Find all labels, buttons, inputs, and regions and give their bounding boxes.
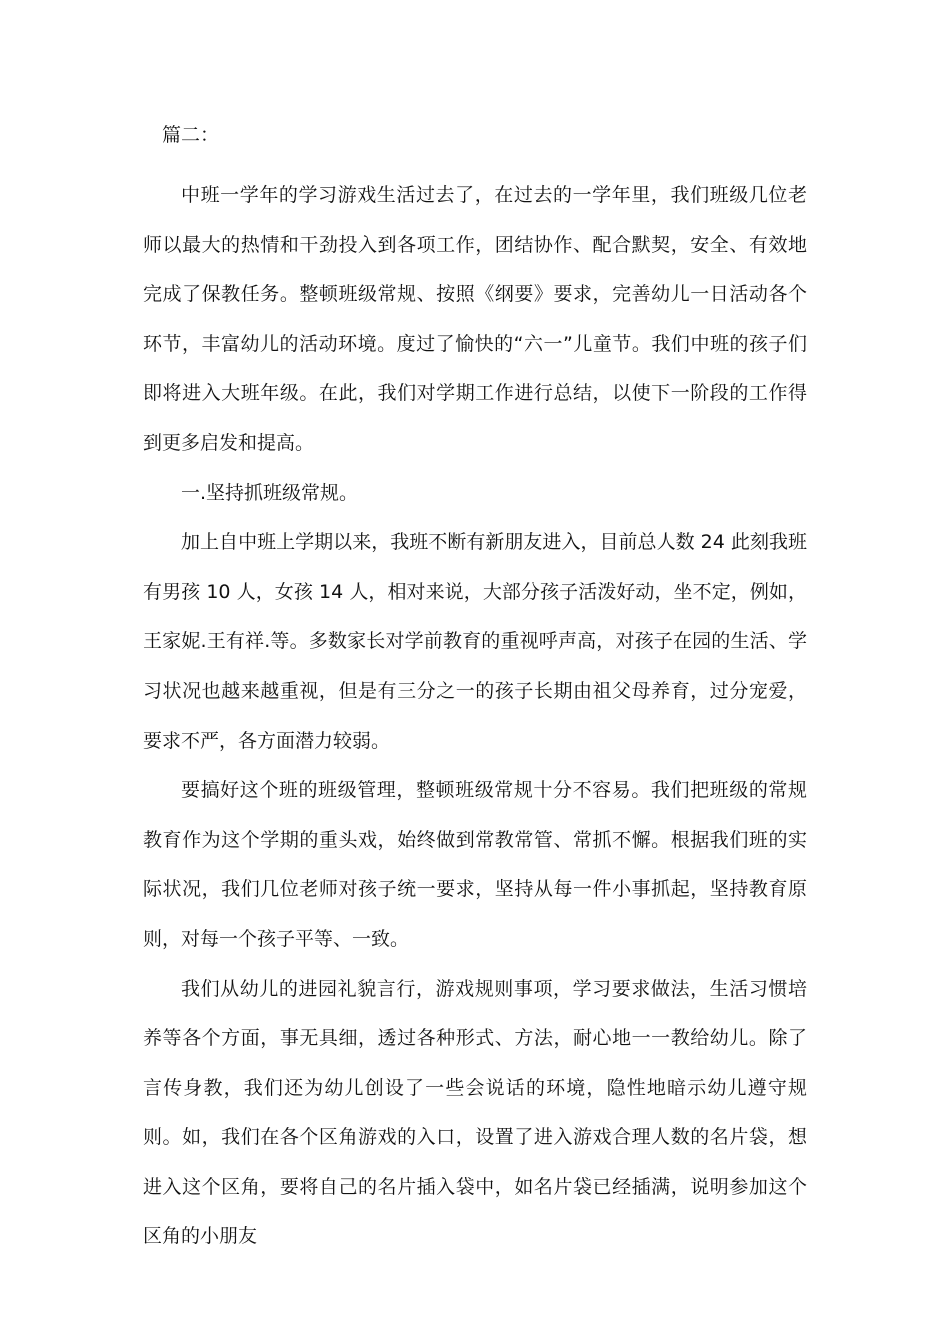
paragraph-class-status: 加上自中班上学期以来，我班不断有新朋友进入，目前总人数 24 此刻我班有男孩 10 人，女孩 14 人，相对来说，大部分孩子活泼好动，坐不定，例如，王家妮.王有祥.等。多数家长对学前教育的重视呼声高，对孩子在园的生活、学习状况也越来越重视，但是有三分之一的孩子长期由祖父母养育，过分宠爱，要求不严，各方面潜力较弱。 [143, 531, 807, 752]
paragraph-routine-education: 我们从幼儿的进园礼貌言行，游戏规则事项，学习要求做法，生活习惯培养等各个方面，事无具细，透过各种形式、方法，耐心地一一教给幼儿。除了言传身教，我们还为幼儿创设了一些会说话的环境，隐性地暗示幼儿遵守规则。如，我们在各个区角游戏的入口，设置了进入游戏合理人数的名片袋，想进入这个区角，要将自己的名片插入袋中，如名片袋已经插满，说明参加这个区角的小朋友 [143, 977, 807, 1248]
paragraph-heading-1: 一.坚持抓班级常规。 [181, 481, 359, 504]
paragraph-class-management: 要搞好这个班的班级管理，整顿班级常规十分不容易。我们把班级的常规教育作为这个学期的重头戏，始终做到常教常管、常抓不懈。根据我们班的实际状况，我们几位老师对孩子统一要求，坚持从每一件小事抓起，坚持教育原则，对每一个孩子平等、一致。 [143, 779, 807, 950]
body-text [143, 171, 807, 1262]
paragraph-intro: 中班一学年的学习游戏生活过去了，在过去的一学年里，我们班级几位老师以最大的热情和干劲投入到各项工作，团结协作、配合默契，安全、有效地完成了保教任务。整顿班级常规、按照《纲要》要求，完善幼儿一日活动各个环节，丰富幼儿的活动环境。度过了愉快的“六一”儿童节。我们中班的孩子们即将进入大班年级。在此，我们对学期工作进行总结，以使下一阶段的工作得到更多启发和提高。 [143, 184, 807, 454]
section-label: 篇二： [162, 124, 220, 146]
